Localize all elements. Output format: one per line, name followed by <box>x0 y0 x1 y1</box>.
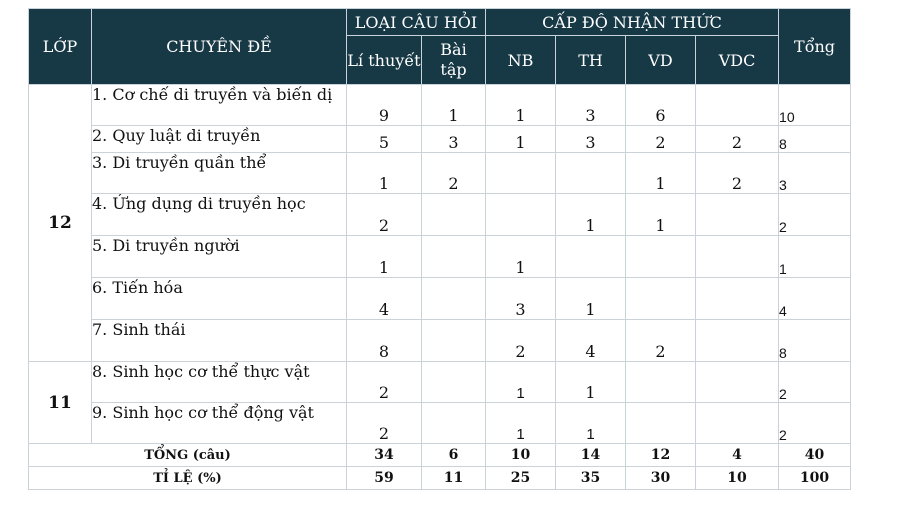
group-lop-12: 12 <box>29 85 92 362</box>
header-loai-cau-hoi: LOẠI CÂU HỎI <box>347 9 486 36</box>
ratio-li-thuyet: 59 <box>347 467 422 490</box>
cell-th: 1 <box>556 362 626 403</box>
header-bai-tap-line2: tập <box>440 60 467 79</box>
cell-vd: 1 <box>626 153 696 194</box>
header-tong: Tổng <box>779 9 851 85</box>
cell-nb: 1 <box>486 126 556 153</box>
header-chuyen-de: CHUYÊN ĐỀ <box>92 9 347 85</box>
header-nb: NB <box>486 36 556 85</box>
topic-cell: 6. Tiến hóa <box>92 278 347 320</box>
cell-bai-tap: 2 <box>422 153 486 194</box>
topic-cell: 9. Sinh học cơ thể động vật <box>92 403 347 444</box>
header-vdc: VDC <box>696 36 779 85</box>
cell-vd <box>626 278 696 320</box>
table-row <box>29 236 851 278</box>
cell-bai-tap <box>422 194 486 236</box>
topic-cell: 7. Sinh thái <box>92 320 347 362</box>
cell-bai-tap <box>422 362 486 403</box>
cell-li-thuyet: 9 <box>347 85 422 126</box>
cell-tong: 3 <box>779 153 851 194</box>
table-row <box>29 126 851 153</box>
cell-nb: 3 <box>486 278 556 320</box>
cell-vdc <box>696 362 779 403</box>
table-row <box>29 362 851 403</box>
cell-th: 1 <box>556 194 626 236</box>
cell-li-thuyet: 2 <box>347 403 422 444</box>
cell-nb: 1 <box>486 362 556 403</box>
cell-tong: 4 <box>779 278 851 320</box>
ratio-tong: 100 <box>779 467 851 490</box>
exam-matrix-table <box>28 8 851 490</box>
group-lop-11: 11 <box>29 362 92 444</box>
topic-cell: 2. Quy luật di truyền <box>92 126 347 153</box>
topic-cell: 8. Sinh học cơ thể thực vật <box>92 362 347 403</box>
ratio-nb: 25 <box>486 467 556 490</box>
cell-li-thuyet: 4 <box>347 278 422 320</box>
cell-vdc: 2 <box>696 126 779 153</box>
cell-vd: 2 <box>626 126 696 153</box>
table-row <box>29 85 851 126</box>
total-vdc: 4 <box>696 444 779 467</box>
total-th: 14 <box>556 444 626 467</box>
cell-vd: 6 <box>626 85 696 126</box>
cell-vdc: 2 <box>696 153 779 194</box>
cell-bai-tap <box>422 236 486 278</box>
cell-nb: 2 <box>486 320 556 362</box>
cell-nb: 1 <box>486 236 556 278</box>
header-li-thuyet: Lí thuyết <box>347 36 422 85</box>
ratio-row <box>29 467 851 490</box>
ratio-bai-tap: 11 <box>422 467 486 490</box>
total-li-thuyet: 34 <box>347 444 422 467</box>
topic-cell: 5. Di truyền người <box>92 236 347 278</box>
totals-label: TỔNG (câu) <box>29 444 347 467</box>
cell-li-thuyet: 2 <box>347 362 422 403</box>
cell-vdc <box>696 278 779 320</box>
cell-th: 4 <box>556 320 626 362</box>
cell-th: 1 <box>556 278 626 320</box>
cell-tong: 8 <box>779 320 851 362</box>
cell-li-thuyet: 2 <box>347 194 422 236</box>
cell-li-thuyet: 1 <box>347 236 422 278</box>
table-row <box>29 403 851 444</box>
ratio-vdc: 10 <box>696 467 779 490</box>
cell-vd: 1 <box>626 194 696 236</box>
cell-bai-tap <box>422 403 486 444</box>
cell-th <box>556 236 626 278</box>
total-vd: 12 <box>626 444 696 467</box>
header-bai-tap <box>422 36 486 85</box>
cell-vd: 2 <box>626 320 696 362</box>
cell-li-thuyet: 5 <box>347 126 422 153</box>
cell-nb <box>486 194 556 236</box>
table-row <box>29 320 851 362</box>
cell-li-thuyet: 8 <box>347 320 422 362</box>
cell-nb: 1 <box>486 85 556 126</box>
cell-vdc <box>696 236 779 278</box>
cell-vd <box>626 236 696 278</box>
cell-th: 3 <box>556 85 626 126</box>
total-bai-tap: 6 <box>422 444 486 467</box>
topic-cell: 3. Di truyền quần thể <box>92 153 347 194</box>
cell-th: 1 <box>556 403 626 444</box>
topic-cell: 1. Cơ chế di truyền và biến dị <box>92 85 347 126</box>
table-row <box>29 153 851 194</box>
cell-bai-tap <box>422 278 486 320</box>
cell-nb: 1 <box>486 403 556 444</box>
header-lop: LỚP <box>29 9 92 85</box>
ratio-vd: 30 <box>626 467 696 490</box>
cell-tong: 2 <box>779 362 851 403</box>
header-th: TH <box>556 36 626 85</box>
topic-cell: 4. Ứng dụng di truyền học <box>92 194 347 236</box>
cell-li-thuyet: 1 <box>347 153 422 194</box>
cell-tong: 10 <box>779 85 851 126</box>
total-tong: 40 <box>779 444 851 467</box>
cell-bai-tap: 1 <box>422 85 486 126</box>
cell-vd <box>626 362 696 403</box>
totals-row <box>29 444 851 467</box>
header-cap-do-nhan-thuc: CẤP ĐỘ NHẬN THỨC <box>486 9 779 36</box>
cell-th: 3 <box>556 126 626 153</box>
header-vd: VD <box>626 36 696 85</box>
cell-bai-tap: 3 <box>422 126 486 153</box>
cell-bai-tap <box>422 320 486 362</box>
cell-nb <box>486 153 556 194</box>
cell-vdc <box>696 85 779 126</box>
cell-tong: 2 <box>779 194 851 236</box>
table-row <box>29 278 851 320</box>
cell-vdc <box>696 320 779 362</box>
cell-th <box>556 153 626 194</box>
cell-vdc <box>696 403 779 444</box>
cell-vdc <box>696 194 779 236</box>
cell-tong: 8 <box>779 126 851 153</box>
ratio-th: 35 <box>556 467 626 490</box>
cell-tong: 2 <box>779 403 851 444</box>
total-nb: 10 <box>486 444 556 467</box>
cell-vd <box>626 403 696 444</box>
ratio-label: TỈ LỆ (%) <box>29 467 347 490</box>
table-row <box>29 194 851 236</box>
header-bai-tap-line1: Bài <box>440 40 467 59</box>
cell-tong: 1 <box>779 236 851 278</box>
